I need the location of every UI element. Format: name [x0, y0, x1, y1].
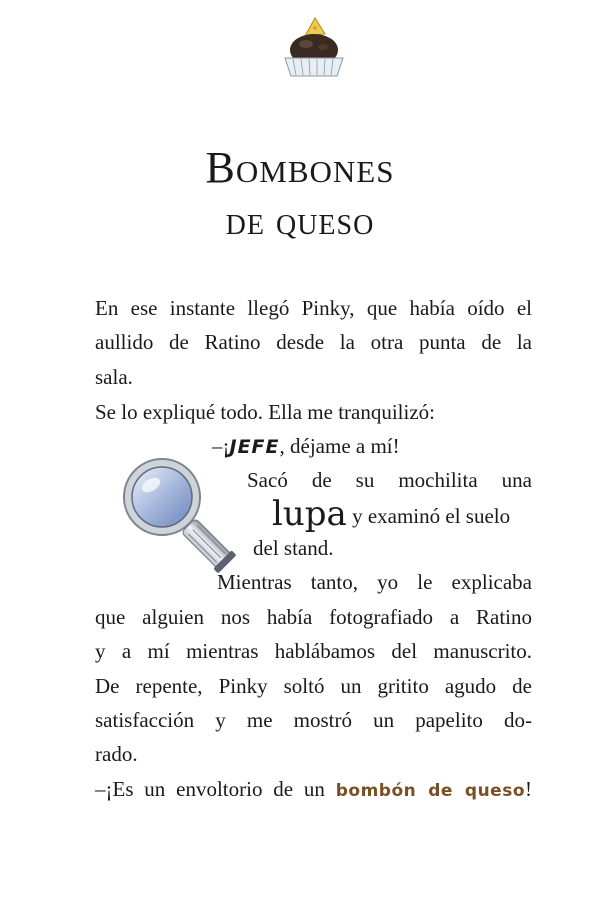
body-line: En ese instante llegó Pinky, que había oído el — [95, 296, 532, 320]
dialogue-line — [95, 775, 532, 805]
chapter-title-line2: de queso — [225, 198, 375, 243]
bombon-emphasis — [336, 777, 532, 801]
body-line: Mientras tanto, yo le explicaba — [217, 570, 532, 594]
dialogue-text: –¡Es un envoltorio de un — [95, 777, 325, 801]
body-line: aullido de Ratino desde la otra punta de la — [95, 330, 532, 354]
cheese-bonbon-icon — [279, 14, 349, 80]
bombon-de-queso-text: bombón de queso — [335, 781, 525, 801]
exclamation: ! — [525, 777, 532, 801]
body-line: satisfacción y me mostró un papelito do- — [95, 708, 532, 732]
lupa-emphasis: lupa — [272, 494, 347, 534]
body-text: y examinó el suelo — [352, 504, 511, 528]
jefe-emphasis: JEFE — [229, 436, 280, 458]
chapter-title-line1: Bombones — [205, 143, 395, 192]
body-line: del stand. — [253, 536, 334, 560]
body-line: Se lo expliqué todo. Ella me tranquilizó: — [95, 400, 436, 424]
body-line: Sacó de su mochilita una — [247, 468, 532, 492]
body-line: y a mí mientras hablábamos del manuscrito. — [95, 639, 532, 663]
body-line: que alguien nos había fotografiado a Ratino — [95, 605, 532, 629]
body-line — [272, 494, 532, 536]
dialogue-line — [212, 432, 400, 461]
body-line: rado. — [95, 742, 138, 766]
magnifying-glass-icon — [118, 455, 240, 575]
body-line: sala. — [95, 365, 133, 389]
dialogue-text: , déjame a mí! — [279, 434, 400, 458]
dialogue-dash: –¡ — [212, 434, 230, 458]
body-line: De repente, Pinky soltó un gritito agudo de — [95, 674, 532, 698]
